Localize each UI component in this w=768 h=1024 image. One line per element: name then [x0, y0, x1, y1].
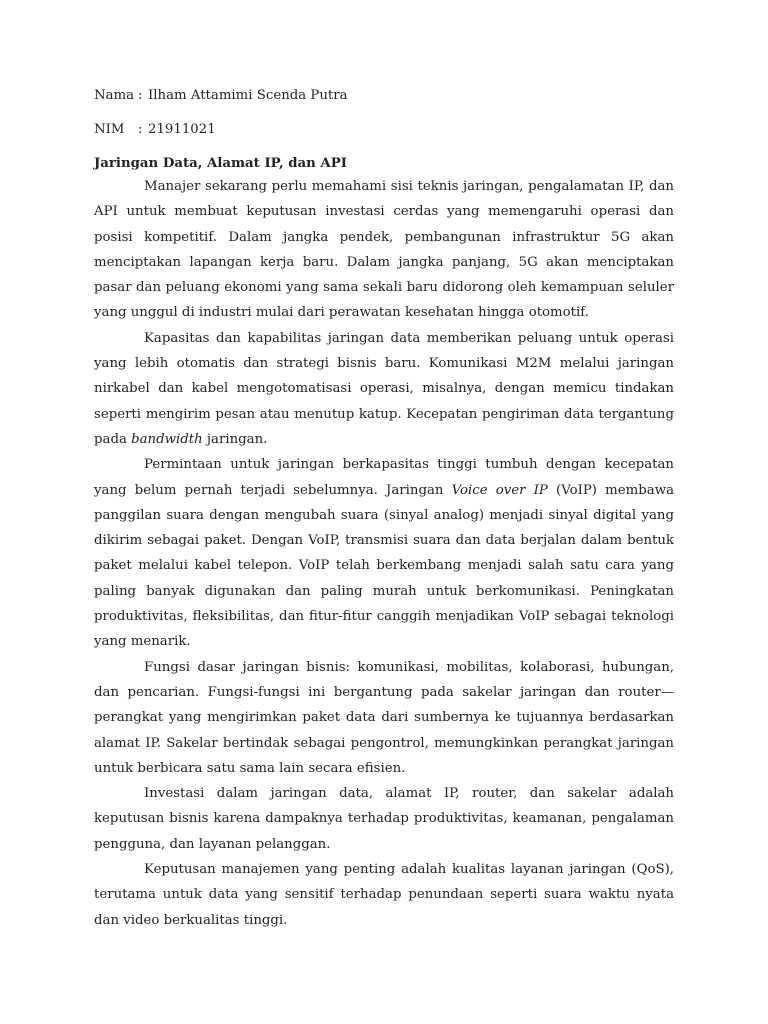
nim-separator: : [138, 122, 143, 137]
name-value: Ilham Attamimi Scenda Putra [148, 88, 348, 103]
nim-row [94, 120, 674, 140]
name-separator: : [138, 88, 143, 103]
nim-value: 21911021 [148, 122, 216, 137]
paragraph-3-text-a: Permintaan untuk jaringan berkapasitas tinggi tumbuh dengan kecepatan yang belum pernah terjadi sebelumnya. Jaringan [94, 457, 674, 498]
document-title: Jaringan Data, Alamat IP, dan API [94, 156, 347, 171]
paragraph-2-text-b: jaringan. [202, 431, 268, 447]
nim-label: NIM [94, 122, 125, 137]
paragraph-4: Fungsi dasar jaringan bisnis: komunikasi, mobilitas, kolaborasi, hubungan, dan pencarian. Fungsi-fungsi ini bergantung pada sakelar jaringan dan router—perangkat yang mengirimkan paket data dari sumbernya ke tujuannya berdasarkan alamat IP. Sakelar bertindak sebagai pengontrol, memungkinkan perangkat jaringan untuk berbicara satu sama lain secara efisien. [94, 659, 674, 776]
paragraph-2-italic: bandwidth [131, 431, 203, 447]
name-label: Nama [94, 88, 135, 103]
paragraph-5: Investasi dalam jaringan data, alamat IP, router, dan sakelar adalah keputusan bisnis karena dampaknya terhadap produktivitas, keamanan, pengalaman pengguna, dan layanan pelanggan. [94, 786, 674, 852]
paragraph-1: Manajer sekarang perlu memahami sisi teknis jaringan, pengalamatan IP, dan API untuk membuat keputusan investasi cerdas yang memengaruhi operasi dan posisi kompetitif. Dalam jangka pendek, pembangunan infrastruktur 5G akan menciptakan lapangan kerja baru. Dalam jangka panjang, 5G akan menciptakan pasar dan peluang ekonomi yang sama sekali baru didorong oleh kemampuan seluler yang unggul di industri mulai dari perawatan kesehatan hingga otomotif. [94, 179, 674, 321]
paragraph-3 [94, 452, 674, 654]
paragraph-6: Keputusan manajemen yang penting adalah kualitas layanan jaringan (QoS), terutama untuk data yang sensitif terhadap penundaan seperti suara waktu nyata dan video berkualitas tinggi. [94, 862, 674, 928]
paragraph-2 [94, 326, 674, 452]
paragraph-2-text-a: Kapasitas dan kapabilitas jaringan data memberikan peluang untuk operasi yang lebih otomatis dan strategi bisnis baru. Komunikasi M2M melalui jaringan nirkabel dan kabel mengotomatisasi operasi, misalnya, dengan memicu tindakan seperti mengirim pesan atau menutup katup. Kecepatan pengiriman data tergantung pada [94, 330, 674, 447]
paragraph-3-text-b: (VoIP) membawa panggilan suara dengan mengubah suara (sinyal analog) menjadi sinyal digital yang dikirim sebagai paket. Dengan VoIP, transmisi suara dan data berjalan dalam bentuk paket melalui kabel telepon. VoIP telah berkembang menjadi salah satu cara yang paling banyak digunakan dan paling murah untuk berkomunikasi. Peningkatan produktivitas, fleksibilitas, dan fitur-fitur canggih menjadikan VoIP sebagai teknologi yang menarik. [94, 482, 674, 650]
name-row [94, 86, 674, 106]
paragraph-3-italic: Voice over IP [451, 482, 548, 498]
